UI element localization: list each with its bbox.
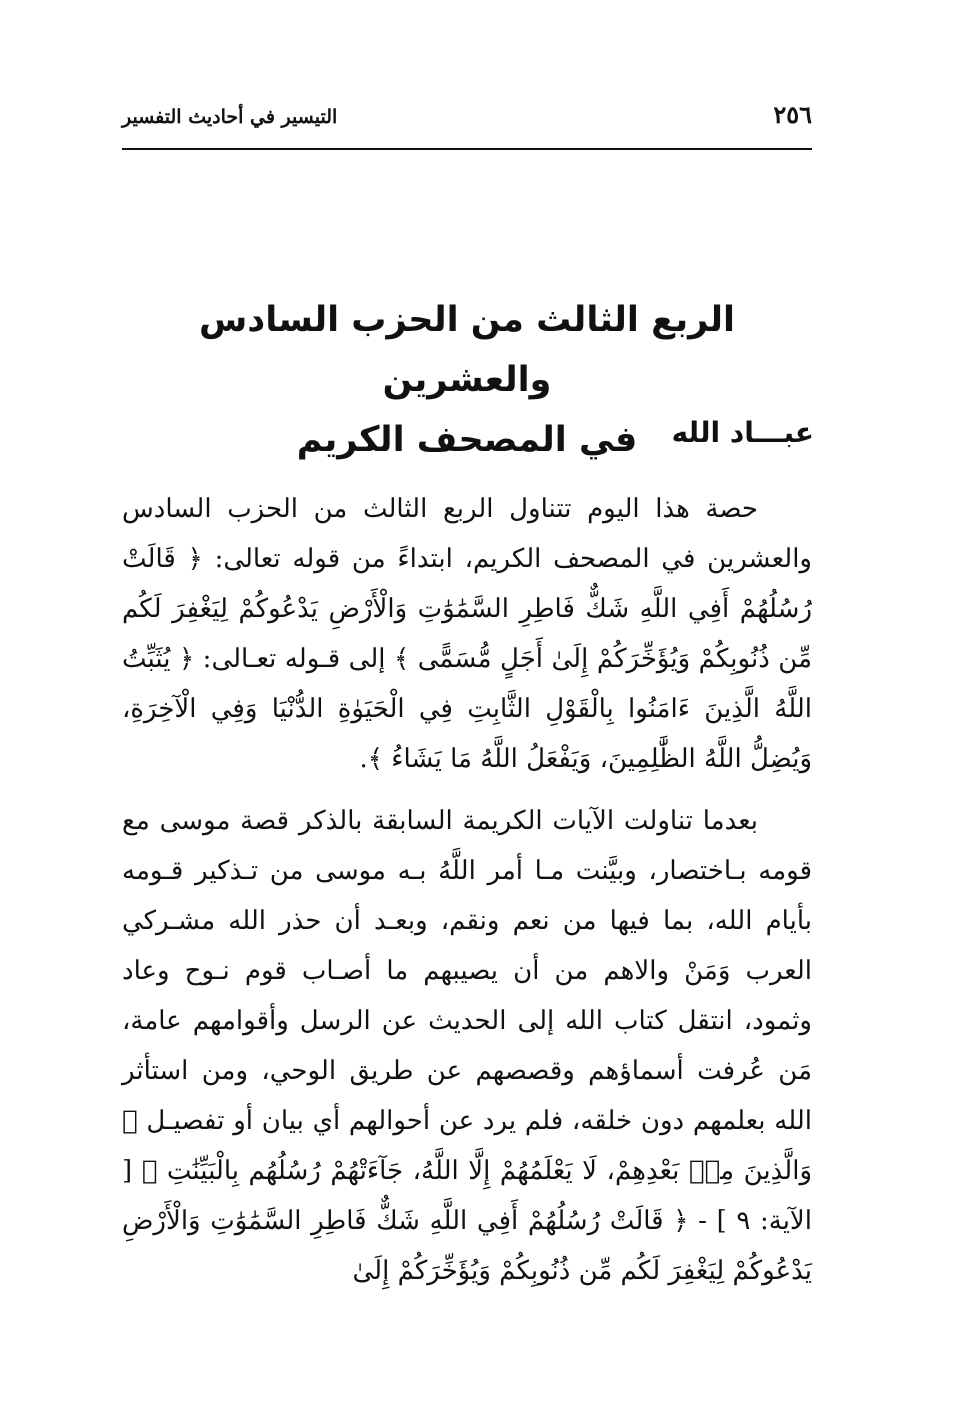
page-number: ٢٥٦ bbox=[773, 100, 812, 129]
paragraph bbox=[122, 484, 812, 784]
paragraph bbox=[122, 796, 812, 1296]
running-header bbox=[122, 92, 812, 150]
book-title: التيسير في أحاديث التفسير bbox=[122, 106, 338, 128]
paragraph-text: بعدما تناولت الآيات الكريمة السابقة بالذكر قصة موسى مع قومه بـاختصار، وبيَّنت مـا أمر اللَّهُ بـه موسى من تـذكير قـومه بأيام الله، بما فيها من نعم ونقم، وبعـد أن حذر الله مشـركي العرب وَمَنْ والاهم من أن يصيبهم ما أصـاب قوم نـوح وعاد وثمود، انتقل كتاب الله إلى الحديث عن الرسل وأقوامهم عامة، مَن عُرفت أسماؤهم وقصصهم عن طريق الوحي، ومن استأثر الله بعلمهم دون خلقه، فلم يرد عن أحوالهم أي بيان أو تفصيـل ﴿ وَالَّذِينَ مِنۢ بَعْدِهِمْ، لَا يَعْلَمُهُمْ إِلَّا اللَّهُ، جَآءَتْهُمْ رُسُلُهُم بِالْبَيِّنَٰتِ ﴾ [ الآية: ٩ ] - ﴿ قَالَتْ رُسُلُهُمْ أَفِي اللَّهِ شَكٌّ فَاطِرِ السَّمَٰوَٰتِ وَالْأَرْضِ يَدْعُوكُمْ لِيَغْفِرَ لَكُم مِّن ذُنُوبِكُمْ وَيُؤَخِّرَكُمْ إِلَىٰ bbox=[122, 806, 813, 1286]
chapter-title-line-1: الربع الثالث من الحزب السادس والعشرين bbox=[198, 300, 736, 400]
paragraph-text: حصة هذا اليوم تتناول الربع الثالث من الحزب السادس والعشرين في المصحف الكريم، ابتداءً من قوله تعالى: ﴿ قَالَتْ رُسُلُهُمْ أَفِي اللَّهِ شَكٌّ فَاطِرِ السَّمَٰوَٰتِ وَالْأَرْضِ يَدْعُوكُمْ لِيَغْفِرَ لَكُم مِّن ذُنُوبِكُمْ وَيُؤَخِّرَكُمْ إِلَىٰ أَجَلٍ مُّسَمًّى ﴾ إلى قـوله تعـالى: ﴿ يُثَبِّتُ اللَّهُ الَّذِينَ ءَامَنُوا بِالْقَوْلِ الثَّابِتِ فِي الْحَيَوٰةِ الدُّنْيَا وَفِي الْآخِرَةِ، وَيُضِلُّ اللَّهُ الظَّٰلِمِينَ، وَيَفْعَلُ اللَّهُ مَا يَشَاءُ ﴾. bbox=[122, 494, 812, 774]
chapter-title-line-2: في المصحف الكريم bbox=[296, 420, 638, 460]
section-heading: عبـــاد الله bbox=[671, 416, 814, 449]
